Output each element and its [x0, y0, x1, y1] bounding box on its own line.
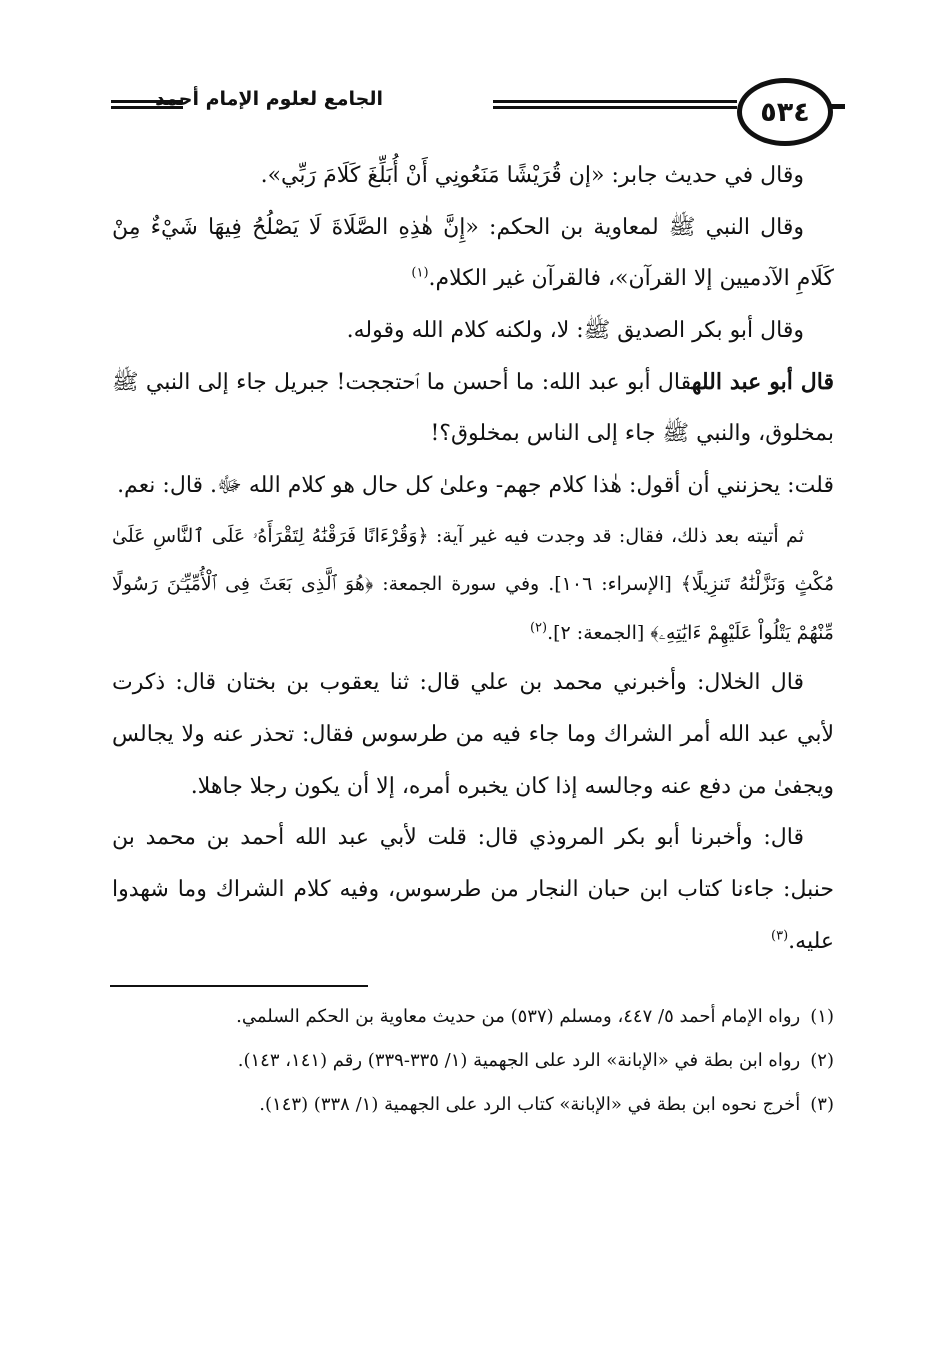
header-rule — [111, 100, 183, 109]
footnote-ref: (٢) — [529, 620, 548, 636]
footnote — [112, 1039, 834, 1083]
paragraph: قال الخلال: وأخبرني محمد بن علي قال: ثنا يعقوب بن بختان قال: ذكرت لأبي عبد الله أمر الشراك وما جاء فيه من طرسوس فقال: تحذر عنه ولا يجالس ويجفىٰ من دفع عنه وجالسه إذا كان يخبره أمره، إلا أن يكون رجلا جاهلا. — [112, 670, 834, 799]
footnote-number: (١) — [810, 1006, 834, 1028]
quran-paragraph: ثم أتيته بعد ذلك، فقال: قد وجدت فيه غير آية: ﴿وَقُرْءَانًا فَرَقْنَٰهُ لِتَقْرَأَهُۥ عَلَى ٱلنَّاسِ عَلَىٰ مُكْثٍ وَنَزَّلْنَٰهُ تَنزِيلًا﴾ [الإسراء: ١٠٦]. وفي سورة الجمعة: ﴿هُوَ ٱلَّذِى بَعَثَ فِى ٱلْأُمِّيِّـۧنَ رَسُولًا مِّنْهُمْ يَتْلُواْ عَلَيْهِمْ ءَايَٰتِهِۦ﴾ [الجمعة: ٢].$^{(٢)}$ — [112, 524, 834, 644]
paragraph: قال أبو عبد اللهقال أبو عبد الله: ما أحسن ما ٱحتججت! جبريل جاء إلى النبي ﷺ بمخلوق، والنبي ﷺ جاء إلى الناس بمخلوق؟! — [112, 368, 834, 447]
bold-speaker: قال أبو عبد الله — [691, 368, 834, 395]
footnote-ref: (١) — [411, 266, 429, 282]
page-header — [100, 70, 845, 140]
footnote-ref: (٣) — [771, 928, 789, 944]
paragraph: وقال النبي ﷺ لمعاوية بن الحكم: «إِنَّ هٰذِهِ الصَّلَاةَ لَا يَصْلُحُ فِيهَا شَيْءٌ مِنْ كَلَامِ الآدميين إلا القرآن»، فالقرآن غير الكلام.$^{(١)}$ — [112, 214, 834, 292]
footnote-separator — [110, 985, 368, 987]
paragraph: قلت: يحزنني أن أقول: هٰذا كلام جهم- وعلىٰ كل حال هو كلام الله ﷻ. قال: نعم. — [117, 473, 834, 499]
footnote-number: (٣) — [810, 1094, 834, 1116]
footnote — [112, 995, 834, 1039]
footnote-text: رواه الإمام أحمد ٥/ ٤٤٧، ومسلم (٥٣٧) من حديث معاوية بن الحكم السلمي. — [236, 1006, 801, 1028]
page-number-badge: ٥٣٤ — [737, 78, 833, 146]
paragraph: وقال أبو بكر الصديق ﷺ: لا، ولكنه كلام الله وقوله. — [346, 318, 804, 344]
footnote-text: أخرج نحوه ابن بطة في «الإبانة» كتاب الرد على الجهمية (١/ ٣٣٨) (١٤٣). — [259, 1094, 801, 1116]
footnote — [112, 1083, 834, 1127]
page-body — [112, 150, 834, 1128]
running-title: الجامع لعلوم الإمام أحمد — [155, 88, 383, 110]
paragraph: قال: وأخبرنا أبو بكر المروذي قال: قلت لأبي عبد الله أحمد بن محمد بن حنبل: جاءنا كتاب ابن حبان النجار من طرسوس، وفيه كلام الشراك وما شهدوا عليه.$^{(٣)}$ — [112, 825, 834, 954]
footnote-number: (٢) — [810, 1050, 834, 1072]
header-rule — [493, 100, 737, 109]
paragraph: وقال في حديث جابر: «إن قُرَيْشًا مَنَعُونِي أَنْ أُبَلِّغَ كَلَامَ رَبِّي». — [260, 163, 804, 188]
footnote-text: رواه ابن بطة في «الإبانة» الرد على الجهمية (١/ ٣٣٥-٣٣٩) رقم (١٤١، ١٤٣). — [237, 1050, 801, 1072]
